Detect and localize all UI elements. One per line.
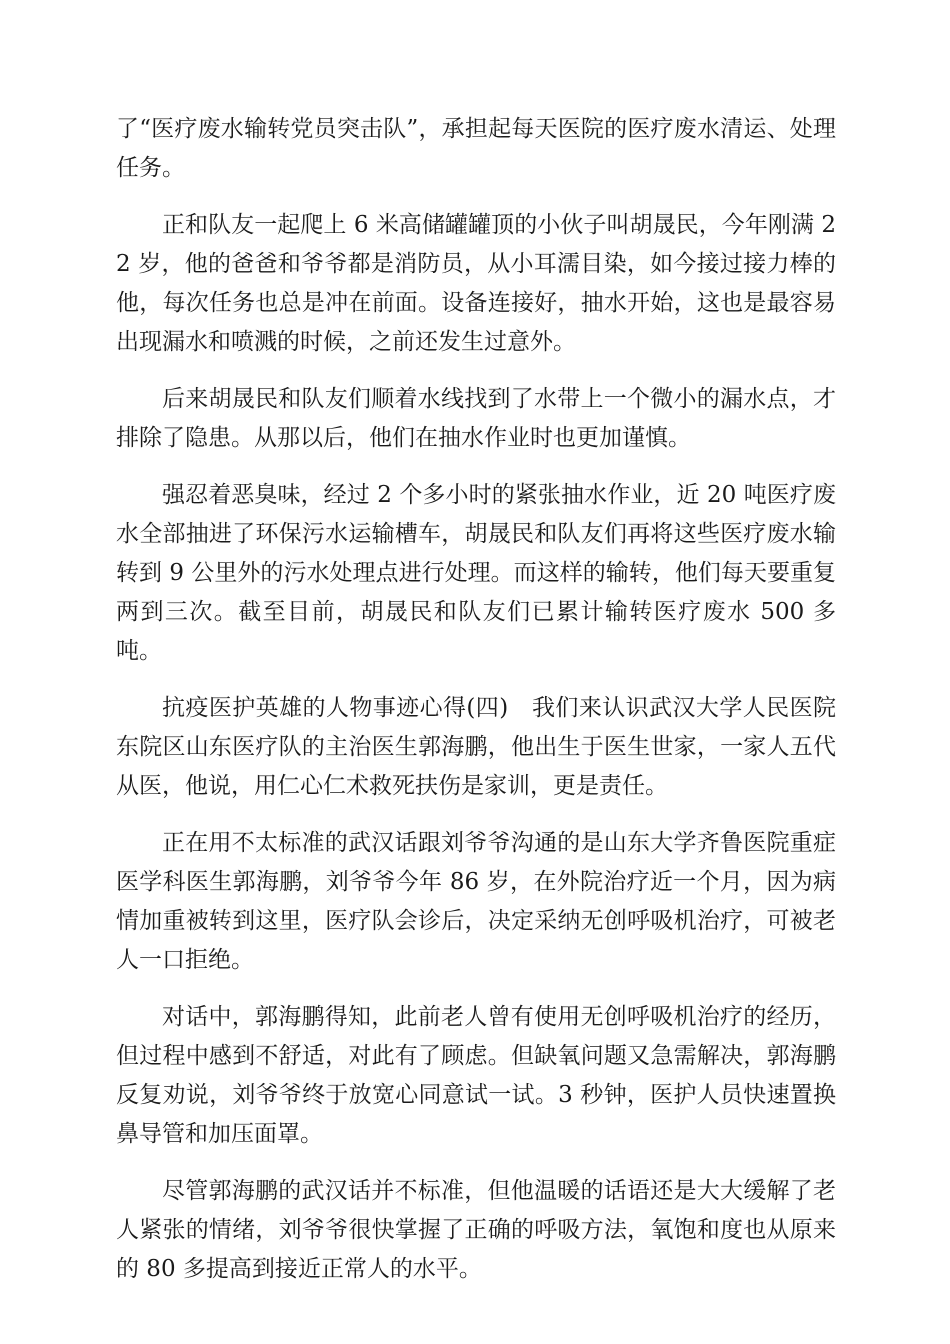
paragraph: 了“医疗废水输转党员突击队”，承担起每天医院的医疗废水清运、处理任务。: [116, 116, 836, 181]
paragraph: 强忍着恶臭味，经过 2 个多小时的紧张抽水作业，近 20 吨医疗废水全部抽进了环保污水运输槽车，胡晟民和队友们再将这些医疗废水输转到 9 公里外的污水处理点进行处理。而这样的输转，他们每天要重复两到三次。截至目前，胡晟民和队友们已累计输转医疗废水 500 多吨。: [116, 482, 836, 664]
paragraph: 正在用不太标准的武汉话跟刘爷爷沟通的是山东大学齐鲁医院重症医学科医生郭海鹏，刘爷爷今年 86 岁，在外院治疗近一个月，因为病情加重被转到这里，医疗队会诊后，决定采纳无创呼吸机治疗，可被老人一口拒绝。: [116, 830, 836, 973]
paragraph: 抗疫医护英雄的人物事迹心得(四) 我们来认识武汉大学人民医院东院区山东医疗队的主治医生郭海鹏，他出生于医生世家，一家人五代从医，他说，用仁心仁术救死扶伤是家训，更是责任。: [116, 695, 836, 799]
paragraph: 正和队友一起爬上 6 米高储罐罐顶的小伙子叫胡晟民，今年刚满 22 岁，他的爸爸和爷爷都是消防员，从小耳濡目染，如今接过接力棒的他，每次任务也总是冲在前面。设备连接好，抽水开始，这也是最容易出现漏水和喷溅的时候，之前还发生过意外。: [116, 212, 836, 355]
paragraph: 尽管郭海鹏的武汉话并不标准，但他温暖的话语还是大大缓解了老人紧张的情绪，刘爷爷很快掌握了正确的呼吸方法，氧饱和度也从原来的 80 多提高到接近正常人的水平。: [116, 1178, 836, 1282]
document-body: [116, 110, 836, 1307]
paragraph: 后来胡晟民和队友们顺着水线找到了水带上一个微小的漏水点，才排除了隐患。从那以后，他们在抽水作业时也更加谨慎。: [116, 386, 836, 451]
paragraph: 对话中，郭海鹏得知，此前老人曾有使用无创呼吸机治疗的经历，但过程中感到不舒适，对此有了顾虑。但缺氧问题又急需解决，郭海鹏反复劝说，刘爷爷终于放宽心同意试一试。3 秒钟，医护人员快速置换鼻导管和加压面罩。: [116, 1004, 836, 1147]
